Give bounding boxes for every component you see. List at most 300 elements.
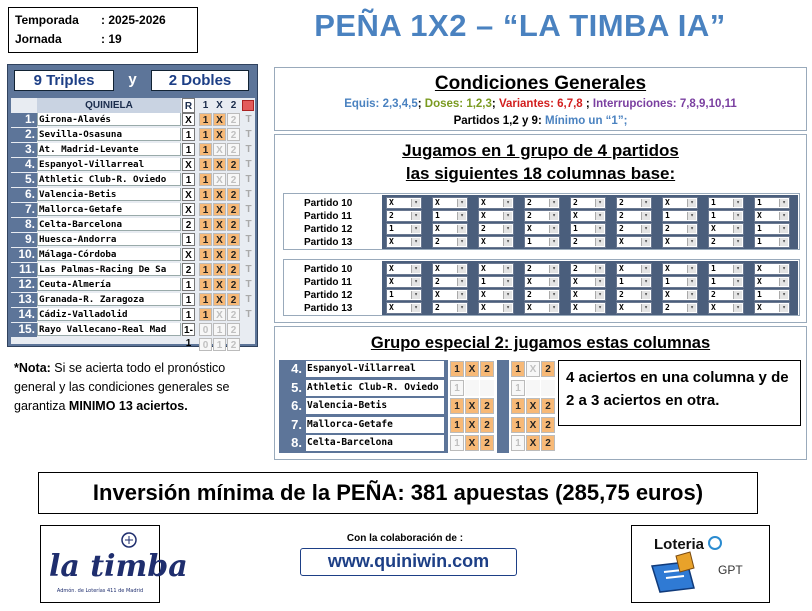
triples-count: 9 Triples bbox=[14, 70, 114, 91]
row-number: 5. bbox=[11, 173, 37, 187]
row-number: 2. bbox=[11, 128, 37, 142]
prediction-cell[interactable]: 1 bbox=[199, 308, 212, 321]
dropdown-arrow-icon[interactable]: ▾ bbox=[779, 199, 788, 207]
match-name: Mallorca-Getafe bbox=[306, 417, 444, 433]
column-dropdown[interactable]: 2 ▾ bbox=[662, 302, 698, 314]
column-dropdown[interactable]: X ▾ bbox=[386, 263, 422, 275]
prediction-cell[interactable]: 1 bbox=[199, 188, 212, 201]
column-dropdown[interactable]: X ▾ bbox=[478, 289, 514, 301]
dobles-count: 2 Dobles bbox=[151, 70, 249, 91]
column-dropdown[interactable]: X ▾ bbox=[524, 223, 560, 235]
column-dropdown[interactable]: 2 ▾ bbox=[708, 236, 744, 248]
match-name: Las Palmas-Racing De Sa bbox=[37, 263, 181, 276]
dropdown-arrow-icon[interactable]: ▾ bbox=[503, 212, 512, 220]
column-dropdown[interactable]: 1 ▾ bbox=[524, 236, 560, 248]
dropdown-arrow-icon[interactable]: ▾ bbox=[687, 238, 696, 246]
note-body: Si se acierta todo el pronóstico general y las condiciones generales se garantiza bbox=[14, 361, 230, 413]
prediction-cell[interactable]: 2 bbox=[227, 203, 240, 216]
prediction-cell[interactable]: 2 bbox=[227, 128, 240, 141]
prediction-cell[interactable]: X bbox=[213, 263, 226, 276]
prediction-cell[interactable]: 2 bbox=[227, 143, 240, 156]
match-name: Rayo Vallecano-Real Mad bbox=[37, 323, 181, 336]
column-dropdown[interactable]: 1 ▾ bbox=[386, 223, 422, 235]
dropdown-arrow-icon[interactable]: ▾ bbox=[779, 304, 788, 312]
special-cell[interactable]: 1 bbox=[450, 361, 464, 377]
dropdown-arrow-icon[interactable]: ▾ bbox=[411, 304, 420, 312]
result-cell: 2 bbox=[182, 263, 195, 276]
column-dropdown[interactable]: X ▾ bbox=[478, 236, 514, 248]
special-cell[interactable]: 1 bbox=[450, 435, 464, 451]
dropdown-arrow-icon[interactable]: ▾ bbox=[457, 199, 466, 207]
quiniela-row bbox=[11, 158, 255, 172]
match-name: Celta-Barcelona bbox=[37, 218, 181, 231]
dropdown-arrow-icon[interactable]: ▾ bbox=[687, 278, 696, 286]
dropdown-arrow-icon[interactable]: ▾ bbox=[411, 291, 420, 299]
dropdown-arrow-icon[interactable]: ▾ bbox=[411, 225, 420, 233]
special-cell[interactable]: X bbox=[465, 417, 479, 433]
pleno-cell[interactable]: 2 bbox=[227, 338, 240, 351]
special-group-title: Grupo especial 2: jugamos estas columnas bbox=[370, 334, 711, 352]
prediction-cell[interactable]: X bbox=[213, 188, 226, 201]
dropdown-arrow-icon[interactable]: ▾ bbox=[595, 212, 604, 220]
dropdown-arrow-icon[interactable]: ▾ bbox=[411, 265, 420, 273]
column-dropdown[interactable]: 1 ▾ bbox=[432, 210, 468, 222]
special-cell[interactable]: 1 bbox=[450, 417, 464, 433]
dropdown-arrow-icon[interactable]: ▾ bbox=[733, 199, 742, 207]
jornada-value: : 19 bbox=[101, 32, 122, 46]
note-text bbox=[14, 359, 259, 416]
conditions-panel bbox=[274, 67, 807, 131]
prediction-cell[interactable]: 1 bbox=[199, 113, 212, 126]
prediction-cell[interactable]: 1 bbox=[199, 263, 212, 276]
column-dropdown[interactable]: X ▾ bbox=[432, 263, 468, 275]
temporada-value: : 2025-2026 bbox=[101, 13, 166, 27]
result-cell: 1-1 bbox=[182, 323, 195, 336]
special-cell[interactable]: X bbox=[526, 417, 540, 433]
dropdown-arrow-icon[interactable]: ▾ bbox=[687, 291, 696, 299]
row-number: 6. bbox=[291, 398, 302, 413]
dropdown-arrow-icon[interactable]: ▾ bbox=[641, 304, 650, 312]
column-header-1: 1 bbox=[202, 100, 209, 111]
column-dropdown[interactable]: 2 ▾ bbox=[432, 236, 468, 248]
dropdown-arrow-icon[interactable]: ▾ bbox=[549, 225, 558, 233]
special-cell[interactable]: 1 bbox=[511, 361, 525, 377]
column-dropdown[interactable]: X ▾ bbox=[754, 302, 790, 314]
dropdown-arrow-icon[interactable]: ▾ bbox=[779, 291, 788, 299]
dropdown-arrow-icon[interactable]: ▾ bbox=[457, 212, 466, 220]
special-cell[interactable]: 1 bbox=[511, 380, 525, 396]
column-dropdown[interactable]: X ▾ bbox=[708, 302, 744, 314]
dropdown-arrow-icon[interactable]: ▾ bbox=[457, 225, 466, 233]
dropdown-arrow-icon[interactable]: ▾ bbox=[595, 304, 604, 312]
dropdown-arrow-icon[interactable]: ▾ bbox=[503, 238, 512, 246]
prediction-cell[interactable]: X bbox=[213, 233, 226, 246]
column-dropdown[interactable]: 2 ▾ bbox=[616, 289, 652, 301]
prediction-cell[interactable]: X bbox=[213, 173, 226, 186]
column-dropdown[interactable]: 2 ▾ bbox=[432, 276, 468, 288]
prediction-cell[interactable]: 1 bbox=[199, 128, 212, 141]
dropdown-arrow-icon[interactable]: ▾ bbox=[549, 212, 558, 220]
prediction-cell[interactable]: 1 bbox=[199, 158, 212, 171]
column-dropdown[interactable]: 1 ▾ bbox=[754, 236, 790, 248]
prediction-cell[interactable]: X bbox=[213, 203, 226, 216]
dropdown-arrow-icon[interactable]: ▾ bbox=[457, 265, 466, 273]
column-dropdown[interactable]: X ▾ bbox=[570, 276, 606, 288]
column-dropdown[interactable]: X ▾ bbox=[432, 197, 468, 209]
column-dropdown[interactable]: X ▾ bbox=[432, 289, 468, 301]
match-name: Athletic Club-R. Oviedo bbox=[306, 380, 444, 396]
dropdown-arrow-icon[interactable]: ▾ bbox=[549, 238, 558, 246]
dropdown-arrow-icon[interactable]: ▾ bbox=[687, 304, 696, 312]
column-dropdown[interactable]: 1 ▾ bbox=[616, 276, 652, 288]
quiniela-row bbox=[11, 308, 255, 322]
dropdown-arrow-icon[interactable]: ▾ bbox=[641, 265, 650, 273]
prediction-cell[interactable]: 1 bbox=[199, 203, 212, 216]
column-dropdown[interactable]: 1 ▾ bbox=[570, 223, 606, 235]
dropdown-arrow-icon[interactable]: ▾ bbox=[457, 291, 466, 299]
special-cell[interactable]: X bbox=[465, 398, 479, 414]
dropdown-arrow-icon[interactable]: ▾ bbox=[733, 291, 742, 299]
column-dropdown[interactable]: X ▾ bbox=[662, 197, 698, 209]
season-info-box bbox=[8, 7, 198, 53]
match-name: Huesca-Andorra bbox=[37, 233, 181, 246]
column-dropdown[interactable]: X ▾ bbox=[478, 210, 514, 222]
dropdown-arrow-icon[interactable]: ▾ bbox=[733, 265, 742, 273]
column-header-2: 2 bbox=[230, 100, 237, 111]
dropdown-arrow-icon[interactable]: ▾ bbox=[641, 212, 650, 220]
special-row bbox=[279, 379, 554, 397]
la-timba-logo bbox=[40, 525, 188, 603]
special-cell[interactable] bbox=[541, 380, 555, 396]
special-cell[interactable]: 2 bbox=[480, 417, 494, 433]
prediction-cell[interactable]: X bbox=[213, 248, 226, 261]
prediction-cell[interactable]: 1 bbox=[199, 173, 212, 186]
prediction-cell[interactable]: 1 bbox=[199, 248, 212, 261]
special-cell[interactable] bbox=[480, 380, 494, 396]
column-dropdown[interactable]: X ▾ bbox=[570, 210, 606, 222]
prediction-cell[interactable]: 2 bbox=[227, 248, 240, 261]
special-cell[interactable]: 2 bbox=[541, 361, 555, 377]
dropdown-arrow-icon[interactable]: ▾ bbox=[549, 265, 558, 273]
dropdown-arrow-icon[interactable]: ▾ bbox=[503, 278, 512, 286]
column-dropdown[interactable]: 2 ▾ bbox=[570, 236, 606, 248]
dropdown-arrow-icon[interactable]: ▾ bbox=[641, 225, 650, 233]
dropdown-arrow-icon[interactable]: ▾ bbox=[503, 265, 512, 273]
result-cell: X bbox=[182, 248, 195, 261]
prediction-cell[interactable]: 0 bbox=[199, 323, 212, 336]
column-dropdown[interactable]: 2 ▾ bbox=[524, 263, 560, 275]
column-dropdown[interactable]: 2 ▾ bbox=[570, 197, 606, 209]
match-name: Sevilla-Osasuna bbox=[37, 128, 181, 141]
grid-icon bbox=[242, 100, 254, 111]
dropdown-arrow-icon[interactable]: ▾ bbox=[411, 212, 420, 220]
special-cell[interactable]: 2 bbox=[541, 398, 555, 414]
special-cell[interactable]: X bbox=[526, 361, 540, 377]
special-cell[interactable]: 1 bbox=[450, 380, 464, 396]
column-dropdown[interactable]: 1 ▾ bbox=[754, 289, 790, 301]
dropdown-arrow-icon[interactable]: ▾ bbox=[687, 212, 696, 220]
t-marker: T bbox=[245, 264, 252, 275]
column-dropdown[interactable]: X ▾ bbox=[616, 236, 652, 248]
prediction-cell[interactable]: 2 bbox=[227, 263, 240, 276]
dropdown-arrow-icon[interactable]: ▾ bbox=[503, 199, 512, 207]
dropdown-arrow-icon[interactable]: ▾ bbox=[411, 199, 420, 207]
special-cell[interactable]: 1 bbox=[511, 417, 525, 433]
t-marker: T bbox=[245, 174, 252, 185]
dropdown-arrow-icon[interactable]: ▾ bbox=[687, 225, 696, 233]
partido-label: Partido 10 bbox=[304, 198, 353, 209]
column-dropdown[interactable]: X ▾ bbox=[570, 302, 606, 314]
prediction-cell[interactable]: X bbox=[213, 218, 226, 231]
collaboration-label: Con la colaboración de : bbox=[346, 533, 464, 544]
column-dropdown[interactable]: X ▾ bbox=[386, 302, 422, 314]
prediction-cell[interactable]: 2 bbox=[227, 113, 240, 126]
column-dropdown[interactable]: 2 ▾ bbox=[524, 210, 560, 222]
column-dropdown[interactable]: 1 ▾ bbox=[662, 276, 698, 288]
prediction-cell[interactable]: 1 bbox=[213, 323, 226, 336]
column-dropdown[interactable]: 2 ▾ bbox=[386, 210, 422, 222]
column-dropdown[interactable]: X ▾ bbox=[662, 263, 698, 275]
dropdown-arrow-icon[interactable]: ▾ bbox=[733, 238, 742, 246]
dropdown-arrow-icon[interactable]: ▾ bbox=[779, 278, 788, 286]
dropdown-arrow-icon[interactable]: ▾ bbox=[549, 278, 558, 286]
match-name: Málaga-Córdoba bbox=[37, 248, 181, 261]
column-dropdown[interactable]: 2 ▾ bbox=[524, 289, 560, 301]
special-cell[interactable]: 1 bbox=[511, 398, 525, 414]
dropdown-arrow-icon[interactable]: ▾ bbox=[733, 278, 742, 286]
prediction-cell[interactable]: 1 bbox=[199, 143, 212, 156]
result-cell: 1 bbox=[182, 173, 195, 186]
special-cell[interactable]: 2 bbox=[541, 417, 555, 433]
special-cell[interactable]: X bbox=[465, 361, 479, 377]
prediction-cell[interactable]: 2 bbox=[227, 173, 240, 186]
column-dropdown[interactable]: 1 ▾ bbox=[708, 197, 744, 209]
column-dropdown[interactable]: X ▾ bbox=[524, 276, 560, 288]
column-dropdown[interactable]: X ▾ bbox=[386, 276, 422, 288]
cond-interrupciones: 7,8,9,10,11 bbox=[679, 98, 737, 110]
prediction-cell[interactable]: 2 bbox=[227, 278, 240, 291]
note-guarantee: MINIMO 13 aciertos. bbox=[68, 399, 188, 413]
column-dropdown[interactable]: 1 ▾ bbox=[708, 210, 744, 222]
column-dropdown[interactable]: X ▾ bbox=[662, 236, 698, 248]
special-cell[interactable]: X bbox=[526, 398, 540, 414]
prediction-cell[interactable]: X bbox=[213, 293, 226, 306]
row-number: 7. bbox=[11, 203, 37, 217]
dropdown-arrow-icon[interactable]: ▾ bbox=[457, 278, 466, 286]
dropdown-arrow-icon[interactable]: ▾ bbox=[733, 304, 742, 312]
result-cell: 1 bbox=[182, 128, 195, 141]
dropdown-arrow-icon[interactable]: ▾ bbox=[733, 225, 742, 233]
special-row bbox=[279, 434, 554, 452]
result-cell: X bbox=[182, 158, 195, 171]
column-dropdown[interactable]: X ▾ bbox=[662, 289, 698, 301]
column-dropdown[interactable]: X ▾ bbox=[754, 210, 790, 222]
column-dropdown[interactable]: 2 ▾ bbox=[616, 197, 652, 209]
dropdown-arrow-icon[interactable]: ▾ bbox=[549, 291, 558, 299]
column-dropdown[interactable]: 2 ▾ bbox=[524, 197, 560, 209]
match-name: Valencia-Betis bbox=[37, 188, 181, 201]
dropdown-arrow-icon[interactable]: ▾ bbox=[503, 304, 512, 312]
conditions-line-2 bbox=[275, 115, 806, 127]
special-cell[interactable]: X bbox=[465, 435, 479, 451]
row-number: 15. bbox=[11, 323, 37, 337]
dropdown-arrow-icon[interactable]: ▾ bbox=[595, 265, 604, 273]
dropdown-arrow-icon[interactable]: ▾ bbox=[503, 291, 512, 299]
cond-variantes: 6,7,8 bbox=[557, 98, 583, 110]
column-dropdown[interactable]: X ▾ bbox=[478, 197, 514, 209]
prediction-cell[interactable]: 2 bbox=[227, 233, 240, 246]
pleno-cell[interactable]: 1 bbox=[213, 338, 226, 351]
logo-right-text: Loteria bbox=[654, 536, 705, 553]
special-cell[interactable] bbox=[465, 380, 479, 396]
column-dropdown[interactable]: 2 ▾ bbox=[570, 263, 606, 275]
conditions-title: Condiciones Generales bbox=[434, 73, 647, 94]
column-dropdown[interactable]: X ▾ bbox=[616, 263, 652, 275]
column-dropdown[interactable]: 2 ▾ bbox=[662, 223, 698, 235]
quiniwin-link[interactable]: www.quiniwin.com bbox=[300, 548, 517, 576]
special-cell[interactable]: 2 bbox=[541, 435, 555, 451]
column-dropdown[interactable]: X ▾ bbox=[478, 263, 514, 275]
special-cell[interactable]: 2 bbox=[480, 361, 494, 377]
column-dropdown[interactable]: 1 ▾ bbox=[754, 223, 790, 235]
prediction-cell[interactable]: 1 bbox=[199, 233, 212, 246]
prediction-cell[interactable]: X bbox=[213, 128, 226, 141]
quiniela-row bbox=[11, 322, 255, 349]
partido-label: Partido 12 bbox=[304, 224, 353, 235]
quiniela-row bbox=[11, 173, 255, 187]
match-name: Cádiz-Valladolid bbox=[37, 308, 181, 321]
column-dropdown[interactable]: X ▾ bbox=[386, 236, 422, 248]
quiniela-row bbox=[11, 233, 255, 247]
column-dropdown[interactable]: X ▾ bbox=[478, 302, 514, 314]
prediction-cell[interactable]: 1 bbox=[199, 218, 212, 231]
prediction-cell[interactable]: X bbox=[213, 113, 226, 126]
column-dropdown[interactable]: X ▾ bbox=[570, 289, 606, 301]
row-number: 12. bbox=[11, 278, 37, 292]
special-cell[interactable]: X bbox=[526, 435, 540, 451]
dropdown-arrow-icon[interactable]: ▾ bbox=[503, 225, 512, 233]
columns-block-1 bbox=[283, 193, 800, 250]
dropdown-arrow-icon[interactable]: ▾ bbox=[641, 199, 650, 207]
dropdown-arrow-icon[interactable]: ▾ bbox=[779, 265, 788, 273]
prediction-cell[interactable]: 2 bbox=[227, 323, 240, 336]
column-dropdown[interactable]: X ▾ bbox=[524, 302, 560, 314]
column-dropdown[interactable]: 1 ▾ bbox=[386, 289, 422, 301]
result-cell: 1 bbox=[182, 143, 195, 156]
column-dropdown[interactable]: X ▾ bbox=[386, 197, 422, 209]
column-dropdown[interactable]: 2 ▾ bbox=[616, 223, 652, 235]
prediction-cell[interactable]: 2 bbox=[227, 218, 240, 231]
prediction-cell[interactable]: X bbox=[213, 143, 226, 156]
match-name: Espanyol-Villarreal bbox=[306, 361, 444, 377]
prediction-cell[interactable]: 1 bbox=[199, 293, 212, 306]
dropdown-arrow-icon[interactable]: ▾ bbox=[595, 199, 604, 207]
dropdown-arrow-icon[interactable]: ▾ bbox=[779, 238, 788, 246]
row-number: 5. bbox=[291, 379, 302, 395]
dropdown-arrow-icon[interactable]: ▾ bbox=[687, 199, 696, 207]
row-number: 9. bbox=[11, 233, 37, 247]
pleno-extra-row bbox=[11, 338, 255, 352]
jornada-label: Jornada bbox=[15, 32, 62, 46]
dropdown-arrow-icon[interactable]: ▾ bbox=[733, 212, 742, 220]
special-row bbox=[279, 416, 554, 434]
prediction-cell[interactable]: X bbox=[213, 158, 226, 171]
t-marker: T bbox=[245, 144, 252, 155]
column-dropdown[interactable]: 2 ▾ bbox=[478, 223, 514, 235]
partido-label: Partido 10 bbox=[304, 264, 353, 275]
dropdown-arrow-icon[interactable]: ▾ bbox=[779, 225, 788, 233]
prediction-cell[interactable]: 2 bbox=[227, 308, 240, 321]
result-cell: X bbox=[182, 203, 195, 216]
special-cell[interactable]: 1 bbox=[511, 435, 525, 451]
result-cell: 2 bbox=[182, 218, 195, 231]
dropdown-arrow-icon[interactable]: ▾ bbox=[411, 238, 420, 246]
column-dropdown[interactable]: 1 ▾ bbox=[708, 263, 744, 275]
result-cell: X bbox=[182, 188, 195, 201]
prediction-cell[interactable]: 2 bbox=[227, 293, 240, 306]
t-marker: T bbox=[245, 189, 252, 200]
prediction-cell[interactable]: 1 bbox=[199, 278, 212, 291]
prediction-cell[interactable]: X bbox=[213, 308, 226, 321]
column-dropdown[interactable]: 2 ▾ bbox=[432, 302, 468, 314]
column-dropdown[interactable]: 2 ▾ bbox=[616, 210, 652, 222]
cond-doses: Doses: 1,2,3 bbox=[424, 98, 492, 110]
dropdown-arrow-icon[interactable]: ▾ bbox=[411, 278, 420, 286]
dropdown-arrow-icon[interactable]: ▾ bbox=[687, 265, 696, 273]
group-title-1: Jugamos en 1 grupo de 4 partidos bbox=[402, 141, 679, 160]
prediction-cell[interactable]: X bbox=[213, 278, 226, 291]
column-dropdown[interactable]: X ▾ bbox=[432, 223, 468, 235]
dropdown-arrow-icon[interactable]: ▾ bbox=[549, 199, 558, 207]
dropdown-arrow-icon[interactable]: ▾ bbox=[595, 291, 604, 299]
special-cell[interactable]: 1 bbox=[450, 398, 464, 414]
row-number: 1. bbox=[11, 113, 37, 127]
dropdown-arrow-icon[interactable]: ▾ bbox=[641, 291, 650, 299]
prediction-cell[interactable]: 2 bbox=[227, 188, 240, 201]
special-cell[interactable] bbox=[526, 380, 540, 396]
special-cell[interactable]: 2 bbox=[480, 398, 494, 414]
dropdown-arrow-icon[interactable]: ▾ bbox=[641, 238, 650, 246]
logo-left-text: la timba bbox=[49, 549, 188, 584]
column-dropdown[interactable]: X ▾ bbox=[616, 302, 652, 314]
column-dropdown[interactable]: 1 ▾ bbox=[754, 197, 790, 209]
match-name: Granada-R. Zaragoza bbox=[37, 293, 181, 306]
dropdown-arrow-icon[interactable]: ▾ bbox=[641, 278, 650, 286]
column-dropdown[interactable]: 1 ▾ bbox=[478, 276, 514, 288]
dropdown-arrow-icon[interactable]: ▾ bbox=[595, 238, 604, 246]
column-dropdown[interactable]: 1 ▾ bbox=[708, 276, 744, 288]
dropdown-arrow-icon[interactable]: ▾ bbox=[457, 238, 466, 246]
dropdown-arrow-icon[interactable]: ▾ bbox=[549, 304, 558, 312]
prediction-cell[interactable]: 2 bbox=[227, 158, 240, 171]
special-cell[interactable]: 2 bbox=[480, 435, 494, 451]
column-dropdown[interactable]: X ▾ bbox=[754, 276, 790, 288]
column-dropdown[interactable]: X ▾ bbox=[708, 223, 744, 235]
dropdown-arrow-icon[interactable]: ▾ bbox=[779, 212, 788, 220]
match-name: Ceuta-Almería bbox=[37, 278, 181, 291]
column-dropdown[interactable]: X ▾ bbox=[754, 263, 790, 275]
result-cell: 1 bbox=[182, 233, 195, 246]
dropdown-arrow-icon[interactable]: ▾ bbox=[595, 278, 604, 286]
dropdown-arrow-icon[interactable]: ▾ bbox=[595, 225, 604, 233]
column-dropdown[interactable]: 1 ▾ bbox=[662, 210, 698, 222]
pleno-cell[interactable]: 0 bbox=[199, 338, 212, 351]
special-description: 4 aciertos en una columna y de 2 a 3 aciertos en otra. bbox=[558, 360, 801, 426]
column-dropdown[interactable]: 2 ▾ bbox=[708, 289, 744, 301]
dropdown-arrow-icon[interactable]: ▾ bbox=[457, 304, 466, 312]
group-title-2: las siguientes 18 columnas base: bbox=[405, 164, 676, 183]
special-group-panel bbox=[274, 326, 807, 460]
